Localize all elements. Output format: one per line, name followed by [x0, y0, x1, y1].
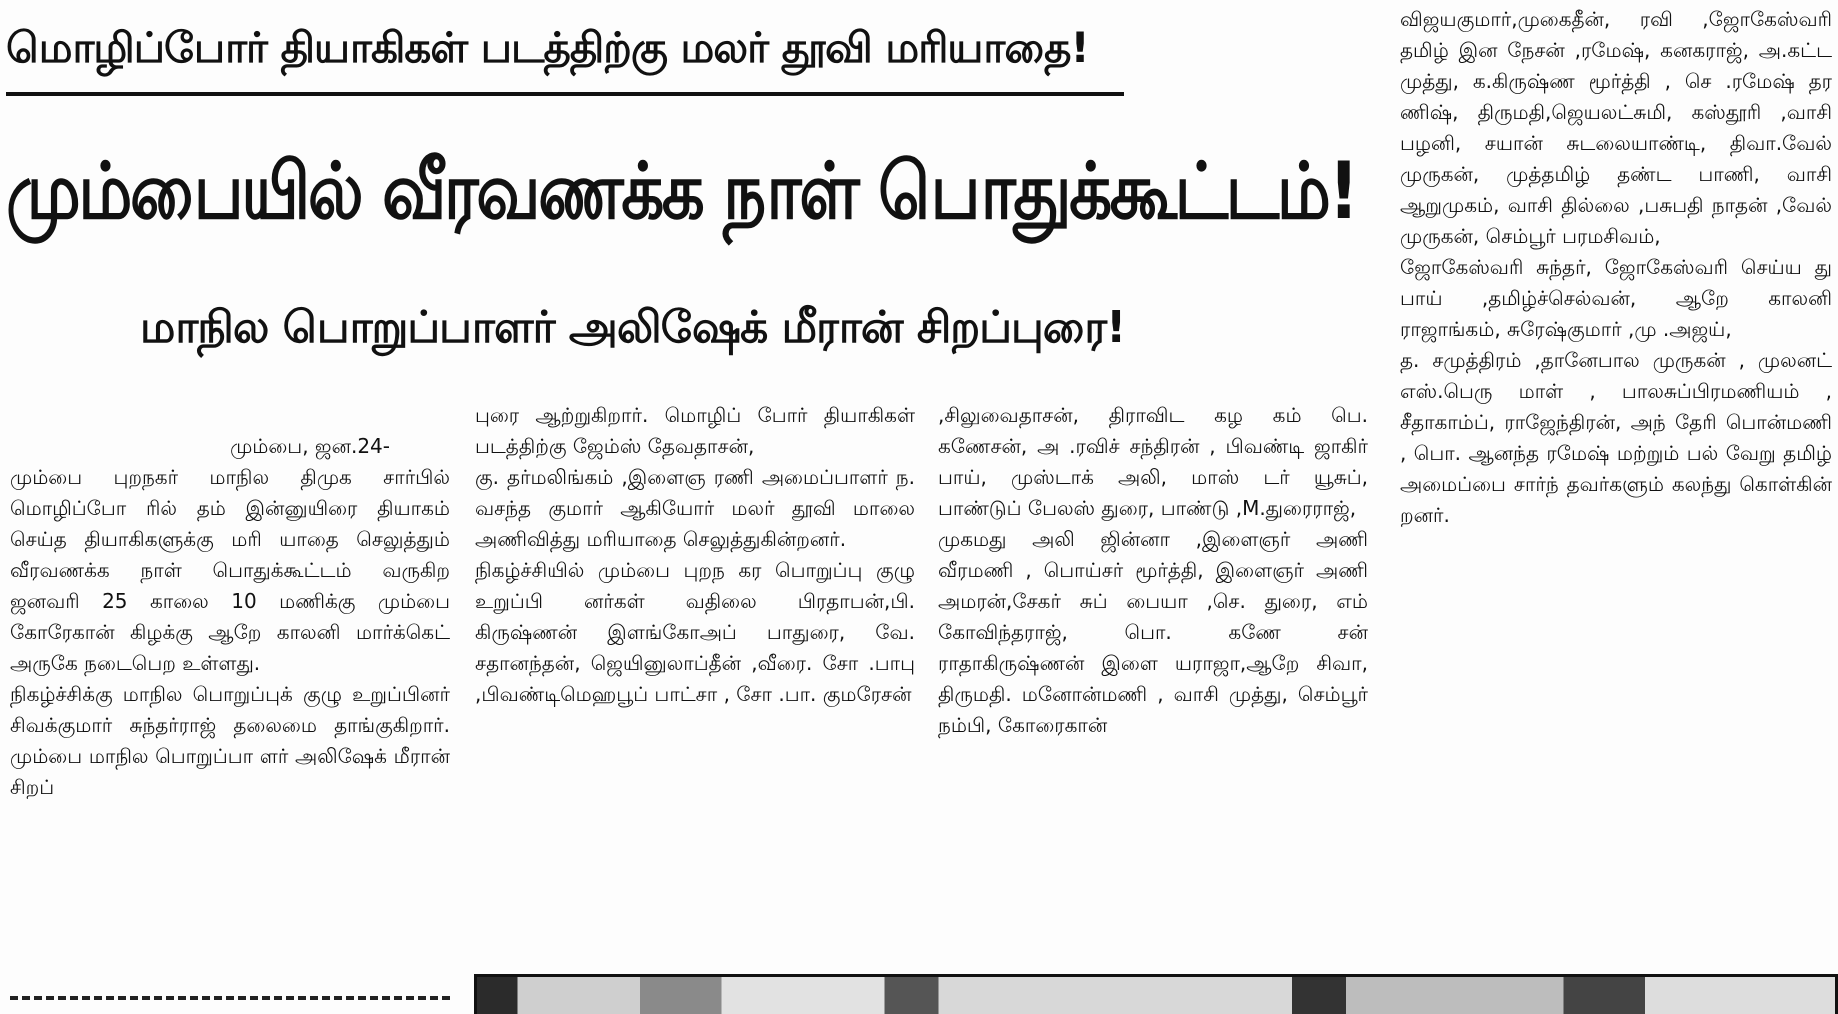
news-photo	[474, 974, 1838, 1014]
article-column-4: விஜயகுமார்,முகைதீன், ரவி ,ஜோகேஸ்வரி தமிழ் இன நேசன் ,ரமேஷ், கனகராஜ், அ.கட்ட முத்து, க.கிருஷ்ண மூர்த்தி , செ .ரமேஷ் தர ணிஷ், திருமதி,ஜெயலட்சுமி, கஸ்தூரி ,வாசி பழனி, சயான் சுடலையாண்டி, திவா.வேல் முருகன், முத்தமிழ் தண்ட பாணி, வாசி ஆறுமுகம், வாசி தில்லை ,பசுபதி நாதன் ,வேல் முருகன், செம்பூர் பரமசிவம், ஜோகேஸ்வரி சுந்தர், ஜோகேஸ்வரி செய்ய து பாய் ,தமிழ்ச்செல்வன், ஆறே காலனி ராஜாங்கம், சுரேஷ்குமார் ,மு .அஜய், த. சமுத்திரம் ,தானேபால முருகன் , முலனட் எஸ்.பெரு மாள் , பாலசுப்பிரமணியம் , சீதாகாம்ப், ராஜேந்திரன், அந் தேரி பொன்மணி , பொ. ஆனந்த ரமேஷ் மற்றும் பல் வேறு தமிழ் அமைப்பை சார்ந் தவர்களும் கலந்து கொள்கின் றனர்.	[1400, 7, 1832, 527]
sub-headline: மாநில பொறுப்பாளர் அலிஷேக் மீரான் சிறப்புரை!	[140, 302, 1126, 353]
main-headline: மும்பையில் வீரவணக்க நாள் பொதுக்கூட்டம்!	[6, 147, 1357, 237]
kicker-headline: மொழிப்போர் தியாகிகள் படத்திற்கு மலர் தூவி மரியாதை!	[6, 23, 1089, 72]
article-column-2: புரை ஆற்றுகிறார். மொழிப் போர் தியாகிகள் படத்திற்கு ஜேம்ஸ் தேவதாசன், கு. தர்மலிங்கம் ,இளைஞ ரணி அமைப்பாளர் ந. வசந்த குமார் ஆகியோர் மலர் தூவி மாலை அணிவித்து மரியாதை செலுத்துகின்றனர். நிகழ்ச்சியில் மும்பை புறந கர பொறுப்பு குழு உறுப்பி னர்கள் வதிலை பிரதாபன்,பி. கிருஷ்ணன் இளங்கோஅப் பாதுரை, வே. சதானந்தன், ஜெயினுலாப்தீன் ,வீரை. சோ .பாபு ,பிவண்டிமெஹபூப் பாட்சா , சோ .பா. குமரேசன்	[475, 403, 915, 706]
column-1-text: மும்பை புறநகர் மாநில திமுக சார்பில் மொழிப்போ ரில் தம் இன்னுயிரை தியாகம் செய்த தியாகிகளுக்கு மரி யாதை செலுத்தும் வீரவணக்க நாள் பொதுக்கூட்டம் வருகிற ஜனவரி 25 காலை 10 மணிக்கு மும்பை கோரேகான் கிழக்கு ஆறே காலனி மார்க்கெட் அருகே நடைபெற உள்ளது. நிகழ்ச்சிக்கு மாநில பொறுப்புக் குழு உறுப்பினர் சிவக்குமார் சுந்தர்ராஜ் தலைமை தாங்குகிறார். மும்பை மாநில பொறுப்பா ளர் அலிஷேக் மீரான் சிறப்	[10, 465, 450, 799]
kicker-underline	[6, 92, 1124, 96]
dateline: மும்பை, ஜன.24-	[230, 434, 390, 458]
article-column-1	[10, 400, 450, 940]
dashed-divider	[10, 996, 450, 1000]
article-column-3: ,சிலுவைதாசன், திராவிட கழ கம் பெ. கணேசன், அ .ரவிச் சந்திரன் , பிவண்டி ஜாகிர் பாய், முஸ்டாக் அலி, மாஸ் டர் யூசுப், பாண்டுப் பேலஸ் துரை, பாண்டு ,M.துரைராஜ், முகமது அலி ஜின்னா ,இளைஞர் அணி வீரமணி , பொய்சர் மூர்த்தி, இளைஞர் அணி அமரன்,சேகர் சுப் பையா ,செ. துரை, எம் கோவிந்தராஜ், பொ. கணே சன் ராதாகிருஷ்ணன் இளை யராஜா,ஆறே சிவா, திருமதி. மனோன்மணி , வாசி முத்து, செம்பூர் நம்பி, கோரைகான்	[938, 403, 1368, 737]
